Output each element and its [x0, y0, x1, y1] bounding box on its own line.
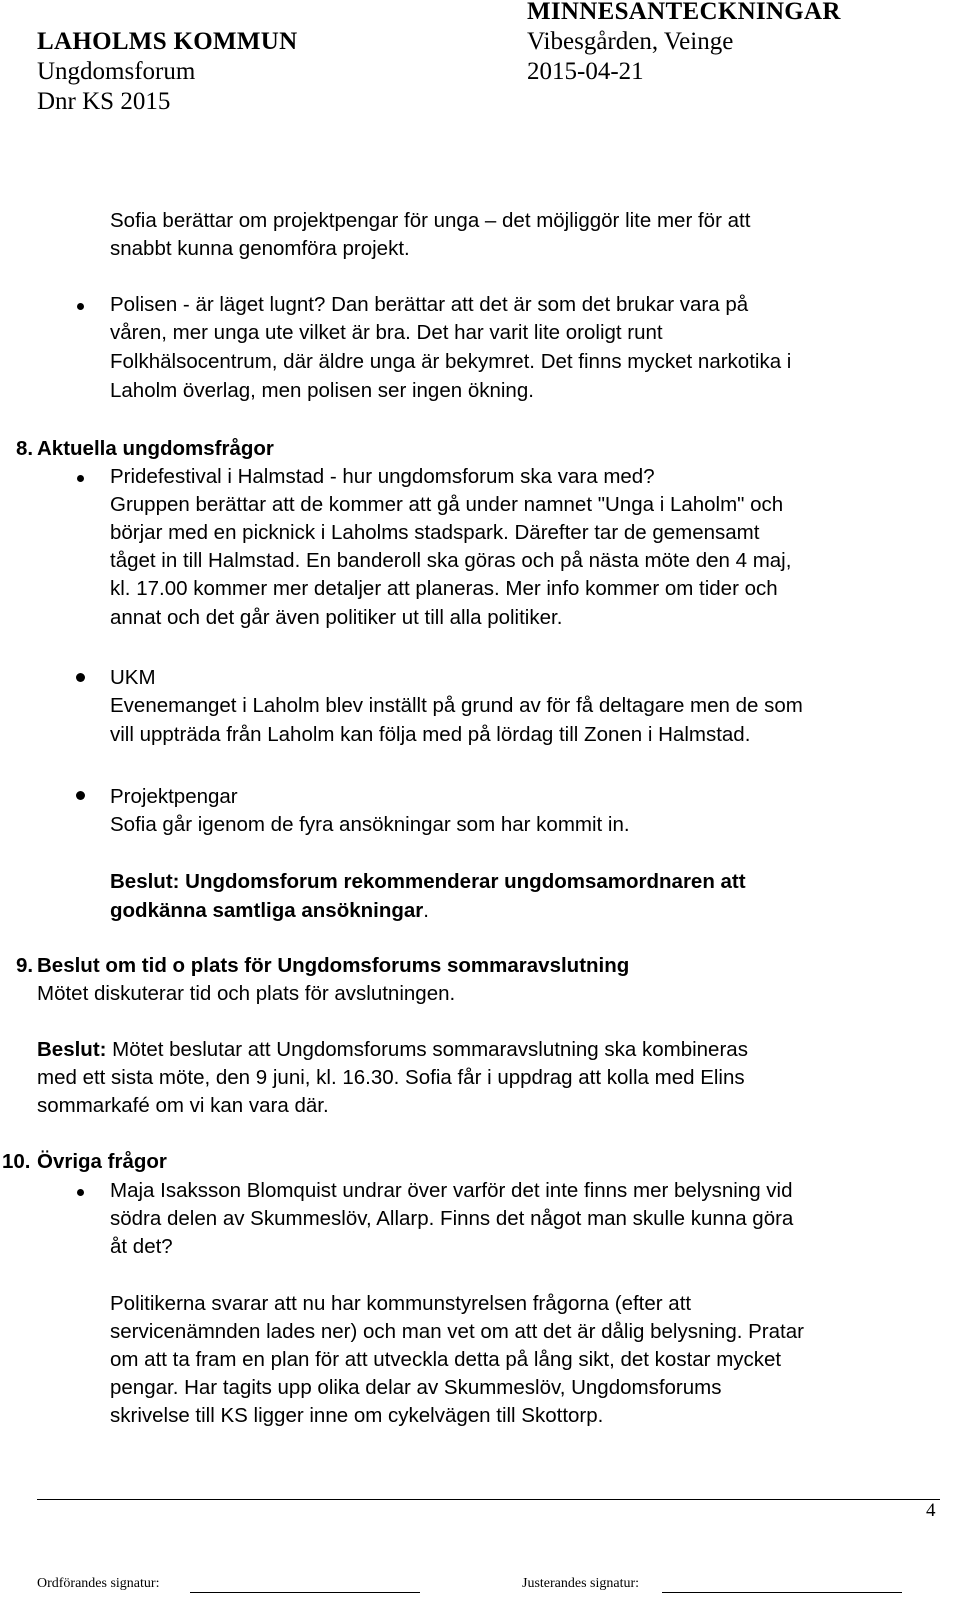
pride-line: annat och det går även politiker ut till alla politiker. — [110, 606, 563, 629]
police-line: våren, mer unga ute vilket är bra. Det har varit lite oroligt runt — [110, 321, 663, 344]
question-line: Maja Isaksson Blomquist undrar över varför det inte finns mer belysning vid — [110, 1179, 793, 1202]
reference-number: Dnr KS 2015 — [37, 88, 171, 115]
organization-name: LAHOLMS KOMMUN — [37, 28, 298, 55]
ukm-line: vill uppträda från Laholm kan följa med på lördag till Zonen i Halmstad. — [110, 723, 751, 746]
group-name: Ungdomsforum — [37, 58, 196, 85]
adjuster-signature-line[interactable] — [662, 1592, 902, 1593]
section-10-title: Övriga frågor — [37, 1150, 167, 1173]
intro-line: snabbt kunna genomföra projekt. — [110, 237, 410, 260]
police-line: Laholm överlag, men polisen ser ingen ökning. — [110, 379, 534, 402]
decision-period: . — [423, 899, 429, 922]
section-9-decision-line: med ett sista möte, den 9 juni, kl. 16.30. Sofia får i uppdrag att kolla med Elins — [37, 1066, 745, 1089]
bullet-point — [77, 475, 84, 482]
section-8-decision: Beslut: Ungdomsforum rekommenderar ungdomsamordnaren att — [110, 870, 746, 893]
section-9-title: Beslut om tid o plats för Ungdomsforums sommaravslutning — [37, 954, 630, 977]
section-8-title: Aktuella ungdomsfrågor — [37, 437, 274, 460]
document-title: MINNESANTECKNINGAR — [527, 0, 841, 25]
police-line: Folkhälsocentrum, där äldre unga är bekymret. Det finns mycket narkotika i — [110, 350, 792, 373]
section-9-decision-line: sommarkafé om vi kan vara där. — [37, 1094, 329, 1117]
meeting-location: Vibesgården, Veinge — [527, 28, 734, 55]
section-8-number: 8. — [16, 437, 34, 460]
adjuster-signature-label: Justerandes signatur: — [522, 1576, 640, 1591]
section-8-decision-end — [110, 897, 429, 925]
pride-line: Gruppen berättar att de kommer att gå under namnet "Unga i Laholm" och — [110, 493, 784, 516]
pride-line: Pridefestival i Halmstad - hur ungdomsforum ska vara med? — [110, 465, 655, 488]
answer-line: om att ta fram en plan för att utveckla detta på lång sikt, det kostar mycket — [110, 1348, 782, 1371]
question-line: åt det? — [110, 1235, 173, 1258]
chair-signature-line[interactable] — [190, 1592, 420, 1593]
pride-line: börjar med en picknick i Laholms stadspark. Därefter tar de gemensamt — [110, 521, 760, 544]
ukm-heading: UKM — [110, 666, 156, 689]
projekt-heading: Projektpengar — [110, 785, 238, 808]
section-9-decision-line — [37, 1036, 748, 1064]
bullet-point — [77, 303, 84, 310]
answer-line: servicenämnden lades ner) och man vet om att det är dålig belysning. Pratar — [110, 1320, 804, 1343]
answer-line: pengar. Har tagits upp olika delar av Skummeslöv, Ungdomsforums — [110, 1376, 722, 1399]
bullet-point — [76, 673, 85, 682]
ukm-line: Evenemanget i Laholm blev inställt på grund av för få deltagare men de som — [110, 694, 803, 717]
section-9-number: 9. — [16, 954, 34, 977]
footer-divider — [37, 1499, 940, 1500]
decision-text: Mötet beslutar att Ungdomsforums sommaravslutning ska kombineras — [106, 1038, 748, 1061]
bullet-point — [77, 1189, 84, 1196]
police-line: Polisen - är läget lugnt? Dan berättar att det är som det brukar vara på — [110, 293, 749, 316]
question-line: södra delen av Skummeslöv, Allarp. Finns det något man skulle kunna göra — [110, 1207, 794, 1230]
projekt-line: Sofia går igenom de fyra ansökningar som har kommit in. — [110, 813, 630, 836]
pride-line: kl. 17.00 kommer mer detaljer att planeras. Mer info kommer om tider och — [110, 577, 778, 600]
answer-line: Politikerna svarar att nu har kommunstyrelsen frågorna (efter att — [110, 1292, 692, 1315]
answer-line: skrivelse till KS ligger inne om cykelvägen till Skottorp. — [110, 1404, 604, 1427]
section-10-number: 10. — [2, 1150, 31, 1173]
section-9-text: Mötet diskuterar tid och plats för avslutningen. — [37, 982, 456, 1005]
intro-line: Sofia berättar om projektpengar för unga – det möjliggör lite mer för att — [110, 209, 751, 232]
decision-text: godkänna samtliga ansökningar — [110, 899, 424, 922]
page-number: 4 — [926, 1500, 936, 1521]
pride-line: tåget in till Halmstad. En banderoll ska göras och på nästa möte den 4 maj, — [110, 549, 792, 572]
decision-label: Beslut: — [37, 1038, 107, 1061]
bullet-point — [76, 791, 85, 800]
meeting-date: 2015-04-21 — [527, 58, 644, 85]
chair-signature-label: Ordförandes signatur: — [37, 1576, 160, 1591]
